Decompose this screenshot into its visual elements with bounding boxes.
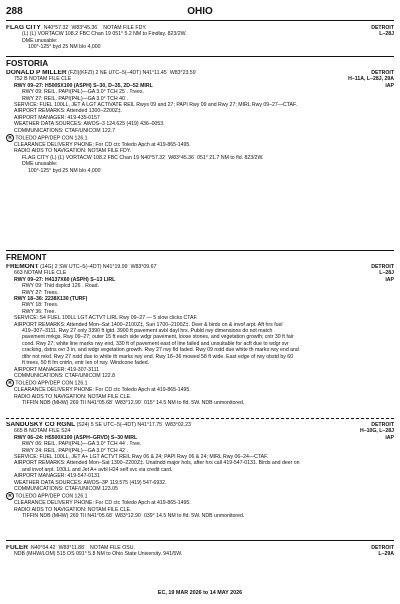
sandusky-line1: (S24) 5 SE UTC–5(–4DT) N41°17.75´ W83°02.23´ [76, 422, 193, 428]
flag-city-region: DETROIT L–28J [371, 25, 394, 38]
fremont-navaids: RADIO AIDS TO NAVIGATION: NOTAM FILE CLE. [14, 393, 132, 400]
fostoria-rwy3: RWY 27: REIL. PAPI(P4L)—GA 3.0° TCH 40´. [22, 95, 129, 102]
sandusky-navaid-ndb: TIFFIN NDB (MHW) 269 TII N41°05.68´ W83°12.90´ 039° 14.5 NM to fld. 5W. NDB unmonitored. [22, 513, 245, 520]
fremont-remarks-1: AIRPORT REMARKS: Attended Mon–Sat 1400–2100Z‡, Sun 1700–2100Z‡. Deer & birds on & invof arpt. Aft hrs fuel [14, 321, 283, 328]
fremont-navaid-ndb: TIFFIN NDB (MHW) 269 TII N41°05.68´ W83°12.90´ 015° 14.5 NM to fld. 5W. NDB unmonitored. [22, 400, 245, 407]
city-fremont: FREMONT [6, 253, 47, 262]
fremont-remarks-4: cond. Rwy 27; white line marks rwy end, 330 ft of pavement east of line failed and unsuitable for acft due to wdgr svr [22, 340, 289, 347]
fremont-remarks-5: cracking, dstns ovr 3 in, and wdgr vegetation growth. Rwy 27 rwy fld faded. Rwy 09 nstd due white th marks rwy end and [22, 347, 299, 354]
fostoria-remarks: AIRPORT REMARKS: Attended 1300–2200Z‡. [14, 108, 123, 115]
page-header [6, 6, 394, 20]
flag-city-dme-detail: 100°-125° byd 25 NM blo 4,000´ [28, 44, 103, 51]
flag-city-notam: NOTAM FILE FDY. [103, 25, 147, 31]
fostoria-service: SERVICE: FUEL 100LL, JET A LGT ACTIVATE REIL Rwys 09 and 27; PAPI Rwy 09 and Rwy 27; MIRL Rwy 09–27—CTAF. [14, 102, 298, 109]
flag-city-dme: DME unusable: [22, 37, 58, 44]
sandusky-entry [6, 422, 394, 520]
sandusky-rwy2: RWY 06: REIL. PAPI(P4L)—GA 3.0° TCH 44´. Tree. [22, 441, 142, 448]
fostoria-weather: WEATHER DATA SOURCES: AWOS–3 124.625 (419) 436–0053. [14, 121, 165, 128]
page-number: 288 [6, 6, 23, 17]
fostoria-navaids: RADIO AIDS TO NAVIGATION: NOTAM FILE FDY. [14, 148, 132, 155]
city-fostoria: FOSTORIA [6, 59, 49, 68]
fremont-toledo: TOLEDO APP/DEP CON 126.1 [15, 380, 88, 387]
fostoria-navaid-vortac: FLAG CITY (L) (L) VORTACW 108.2 FBC Chan 19 N40°57.32´ W83°45.36´ 051° 21.7 NM to fld. 823/2W. [22, 154, 264, 161]
sandusky-weather: WEATHER DATA SOURCES: AWOS–3P 119.575 (419) 547-6932. [14, 479, 167, 486]
flag-city-vortac: (L) (L) VORTACW 108.2 FBC Chan 19 051° 5.2 NM to Findlay. 823/2W. [22, 31, 187, 38]
fuler-ndb: NDB (MHW/LOM) 515 OS 091° 5.8 NM to Ohio State University. 941/5W. [14, 551, 183, 558]
header-rule [6, 20, 394, 21]
state-title: OHIO [187, 6, 213, 17]
fremont-rwy2: RWY 09: Thid dsplcd 126´. Road. [22, 283, 99, 290]
flag-city-entry [6, 25, 394, 51]
fremont-comm: COMMUNICATIONS: CTAF/UNICOM 122.8 [14, 372, 115, 379]
fuler-entry [6, 545, 394, 558]
section-rule [6, 56, 394, 57]
effective-dates-footer: EC, 19 MAR 2026 to 14 MAY 2026 [157, 590, 243, 596]
sandusky-service: SERVICE: FUEL 100LL, JET A+ LGT ACTVT REIL Rwy 06 & 24; PAPI Rwy 06 & 24; MIRL Rwy 06–24—CTAF. [14, 454, 269, 461]
fremont-entry [6, 264, 394, 407]
fostoria-comm: COMMUNICATIONS: CTAF/UNICOM 122.7 [14, 127, 115, 134]
flag-city-name: FLAG CITY [6, 25, 41, 31]
fremont-region: DETROIT L–28J IAP [371, 264, 394, 283]
fostoria-clearance: CLEARANCE DELIVERY PHONE: For CD ctc Toledo Apch at 419-865-1495. [14, 142, 191, 149]
fostoria-navaid-dme-detail: 100°-125° byd 25 NM blo 4,000´ [28, 167, 103, 174]
fostoria-rwy2: RWY 09: REIL. PAPI(P4L)—GA 3.0° TCH 25´. Trees. [22, 89, 144, 96]
fostoria-manager: AIRPORT MANAGER: 419-435-0157 [14, 114, 100, 121]
fremont-name: FREMONT [6, 264, 39, 270]
sandusky-toledo: TOLEDO APP/DEP CON 126.1 [15, 493, 88, 500]
fostoria-toledo: TOLEDO APP/DEP CON 126.1 [15, 135, 88, 142]
sandusky-line2: 665 B NOTAM FILE S24 [14, 428, 71, 435]
fremont-line2: 663 NOTAM FILE CLE [14, 270, 67, 277]
section-rule [6, 540, 394, 541]
fremont-rwy3: RWY 27: Trees. [22, 289, 59, 296]
sandusky-remarks-1: AIRPORT REMARKS: Attended Mon–Sat 1300–2200Z‡. Unatndd major hols, after hrs call 419-547-0131. Birds and deer on [14, 460, 300, 467]
radar-r-icon: R [6, 379, 14, 387]
donald-p-miller-name: DONALD P MILLER [6, 70, 67, 76]
donald-p-miller-entry [6, 70, 394, 174]
fremont-rwy5: RWY 18: Trees. [22, 302, 59, 309]
sandusky-clearance: CLEARANCE DELIVERY PHONE: For CD ctc Toledo Apch at 419-865-1495. [14, 500, 191, 507]
sandusky-rwy1: RWY 06–24: H5500X100 (ASPH–GRVD) S–30 MIRL [14, 434, 138, 441]
fuler-name: FULER [6, 545, 28, 551]
fostoria-navaid-dme: DME unusable: [22, 161, 58, 168]
radar-r-icon: R [6, 134, 14, 142]
entry-separator [6, 418, 394, 419]
fostoria-rwy1: RWY 09–27: H5005X100 (ASPH) S–30, D–35, 2D–52 MIRL [14, 82, 153, 89]
sandusky-comm: COMMUNICATIONS: CTAF/UNICOM 123.05 [14, 486, 118, 493]
fostoria-line2: 752 B NOTAM FILE CLE [14, 76, 72, 83]
fremont-line1: (14G) 2 SW UTC–5(–4DT) N41°19.99´ W83°09.67´ [40, 264, 159, 270]
fremont-service: SERVICE: S4 FUEL 100LL LGT ACTVT LIRL Rwy 09–27 — 5 slow clicks CTAF. [14, 315, 198, 322]
fostoria-line1: (FZI)(KFZI) 2 NE UTC–5(–4DT) N41°11.45´ W83°23.59´ [68, 70, 198, 76]
sandusky-region: DETROIT H–10G, L–28J IAP [359, 422, 394, 441]
fremont-remarks-7: ft trees, 50 ft fm cntrln, entr len of rwy. Windcone faded. [22, 360, 150, 367]
section-rule [6, 250, 394, 251]
sandusky-manager: AIRPORT MANAGER: 419-547-0131 [14, 473, 100, 480]
sandusky-name: SANDUSKY CO RGNL [6, 422, 76, 428]
fostoria-region: DETROIT H–11A, L–28J, 29A IAP [348, 70, 394, 89]
fuler-coord: N40°04.42´ W83°11.88´ [30, 545, 86, 551]
sandusky-rwy3: RWY 24: REIL. PAPI(P4L)—GA 3.0° TCH 42´. [22, 447, 129, 454]
fuler-notam: NOTAM FILE OSU. [90, 545, 135, 551]
fuler-region: DETROIT L–29A [371, 545, 394, 558]
fremont-remarks-2: 419–307–3111. Rwy 27 only 3390 ft lgtd. 3900 ft pavement avbl dayl hrs. Publd rwy dimensions do not match [22, 328, 273, 335]
flag-city-coord: N40°57.32´ W83°45.36´ [43, 25, 99, 31]
radar-r-icon: R [6, 492, 14, 500]
fremont-rwy6: RWY 36: Tree. [22, 308, 56, 315]
fremont-remarks-6: dthr not mkd. Rwy 27 nstd due to white th marks rwy end. Rwy 18–36 mowed 58 ft wide. East edge of rwy obstd by 60 [22, 353, 294, 360]
fremont-rwy1: RWY 09–27: H4137X60 (ASPH) S–13 LIRL [14, 276, 116, 283]
fremont-clearance: CLEARANCE DELIVERY PHONE: For CD ctc Toledo Apch at 419-865-1495. [14, 387, 191, 394]
sandusky-navaids: RADIO AIDS TO NAVIGATION: NOTAM FILE CLE. [14, 506, 132, 513]
sandusky-remarks-2: and invof arpt. 100LL and Jet A+ avbl H24 self svc via credit card. [22, 466, 173, 473]
fremont-rwy4: RWY 18–36: 2238X130 (TURF) [14, 296, 88, 303]
fremont-manager: AIRPORT MANAGER: 419-307-3111 [14, 366, 99, 373]
fremont-remarks-3: pavement mrkgs. Rwy 09–27; outer 15 ft each side wdgr pavement, loose stones, and vegetation growth; cntr 30 ft fair [22, 334, 294, 341]
